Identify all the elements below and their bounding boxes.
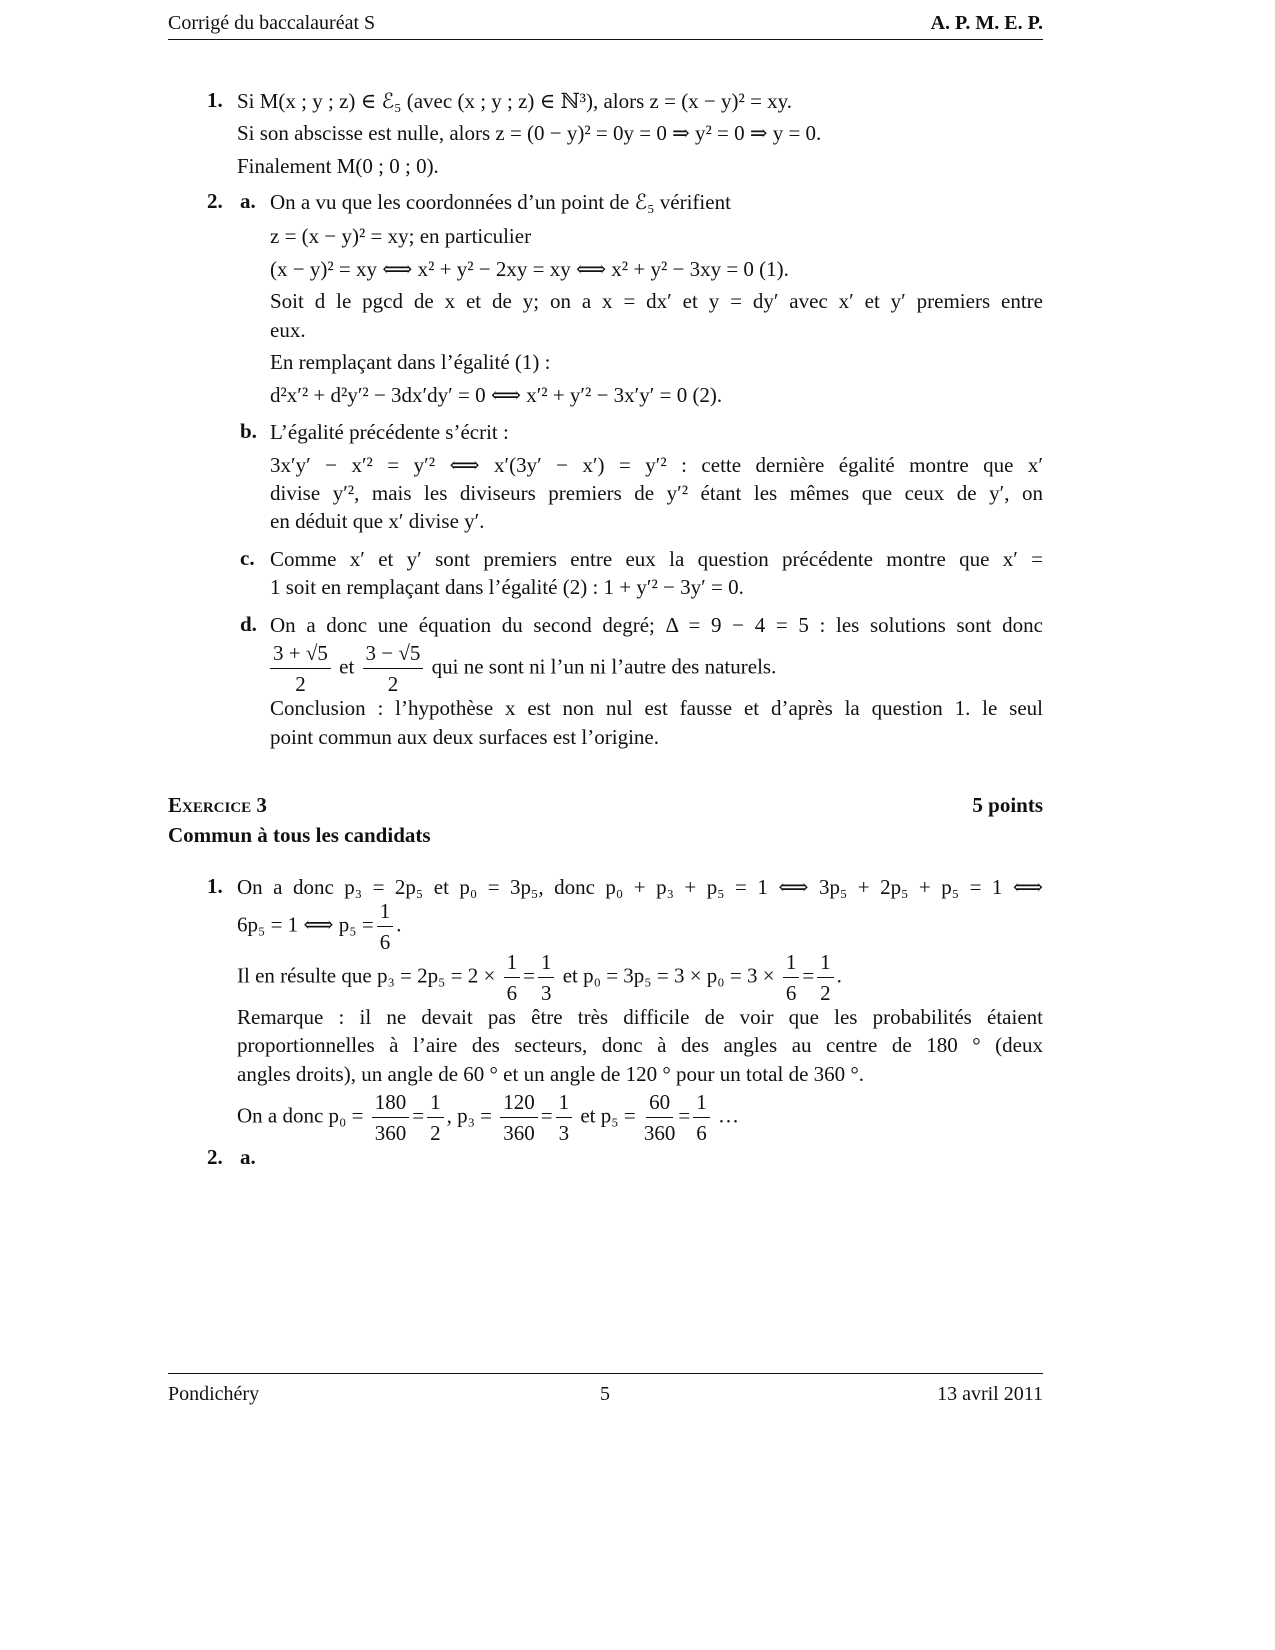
q2d-line: Conclusion : l’hypothèse x est non nul est fausse et d’après la question 1. le seul xyxy=(270,696,1043,720)
ex3-q1-line: 6p₅ = 1 ⟺ p₅ = $\frac{1}{6}$ . xyxy=(237,896,401,957)
q2a-line: eux. xyxy=(270,318,306,342)
q2b-label: b. xyxy=(240,419,257,443)
ex3-q1-line: On a donc p₀ = $\frac{180}{360}$ = $\frac{1}{2}$ , p₃ = $\frac{120}{360}$ = $\frac{1}{3}$ et p₅ = $\frac{60}{360}$ = $\frac{1}{6}$ … xyxy=(237,1087,739,1148)
q1-line: Finalement M(0 ; 0 ; 0). xyxy=(237,154,439,178)
fraction: $\frac{1}{2}$ xyxy=(427,1087,444,1148)
header-right: A. P. M. E. P. xyxy=(930,12,1043,34)
q2c-line: Comme x′ et y′ sont premiers entre eux la question précédente montre que x′ = xyxy=(270,547,1043,571)
fraction: $\frac{1}{2}$ xyxy=(817,947,834,1008)
q2b-line: en déduit que x′ divise y′. xyxy=(270,509,485,533)
q2a-label: a. xyxy=(240,189,256,213)
ex3-q1-number: 1. xyxy=(207,874,223,898)
exercise-points: 5 points xyxy=(972,793,1043,817)
footer-rule xyxy=(168,1373,1043,1374)
q2b-line: L’égalité précédente s’écrit : xyxy=(270,420,509,444)
q2c-line: 1 soit en remplaçant dans l’égalité (2) : 1 + y′² − 3y′ = 0. xyxy=(270,575,744,599)
ex3-q1-line: On a donc p₃ = 2p₅ et p₀ = 3p₅, donc p₀ + p₃ + p₅ = 1 ⟺ 3p₅ + 2p₅ + p₅ = 1 ⟺ xyxy=(237,875,1043,899)
q1-line: Si son abscisse est nulle, alors z = (0 − y)² = 0y = 0 ⇒ y² = 0 ⇒ y = 0. xyxy=(237,121,822,145)
fraction: $\frac{1}{6}$ xyxy=(783,947,800,1008)
ex3-remark-line: Remarque : il ne devait pas être très difficile de voir que les probabilités étaient xyxy=(237,1005,1043,1029)
ex3-q1-line: Il en résulte que p₃ = 2p₅ = 2 × $\frac{1}{6}$ = $\frac{1}{3}$ et p₀ = 3p₅ = 3 × p₀ = 3 × $\frac{1}{6}$ = $\frac{1}{2}$ . xyxy=(237,947,842,1008)
fraction: $\frac{180}{360}$ xyxy=(372,1087,410,1148)
footer-left: Pondichéry xyxy=(168,1383,260,1405)
q2c-label: c. xyxy=(240,546,255,570)
q2a-line: z = (x − y)² = xy; en particulier xyxy=(270,224,532,248)
q2d-fraction-line: $\frac{3 + √5}{2}$ et $\frac{3 - √5}{2}$ qui ne sont ni l’un ni l’autre des naturels. xyxy=(267,638,776,699)
q1-line: Si M(x ; y ; z) ∈ ℰ₅ (avec (x ; y ; z) ∈ ℕ³), alors z = (x − y)² = xy. xyxy=(237,89,793,113)
header-rule xyxy=(168,39,1043,40)
fraction: $\frac{120}{360}$ xyxy=(500,1087,538,1148)
fraction: $\frac{1}{6}$ xyxy=(693,1087,710,1148)
q2a-line: En remplaçant dans l’égalité (1) : xyxy=(270,350,551,374)
ex3-q2-number: 2. xyxy=(207,1145,223,1169)
fraction: $\frac{1}{3}$ xyxy=(538,947,555,1008)
fraction: $\frac{3 + √5}{2}$ xyxy=(270,638,331,699)
q2d-line: On a donc une équation du second degré; Δ = 9 − 4 = 5 : les solutions sont donc xyxy=(270,613,1043,637)
exercise-subtitle: Commun à tous les candidats xyxy=(168,823,431,847)
page-number: 5 xyxy=(600,1383,610,1405)
q2d-line: point commun aux deux surfaces est l’origine. xyxy=(270,725,659,749)
q2a-line: On a vu que les coordonnées d’un point de ℰ₅ vérifient xyxy=(270,190,731,214)
exercise-title: Exercice 3 xyxy=(168,793,267,817)
fraction: $\frac{1}{3}$ xyxy=(556,1087,573,1148)
ex3-remark-line: proportionnelles à l’aire des secteurs, donc à des angles au centre de 180 ° (deux xyxy=(237,1033,1043,1057)
header-left: Corrigé du baccalauréat S xyxy=(168,12,376,34)
fraction: $\frac{3 - √5}{2}$ xyxy=(363,638,424,699)
fraction: $\frac{60}{360}$ xyxy=(644,1087,676,1148)
q2b-line: 3x′y′ − x′² = y′² ⟺ x′(3y′ − x′) = y′² : cette dernière égalité montre que x′ xyxy=(270,453,1043,477)
q2b-line: divise y′², mais les diviseurs premiers de y′² étant les mêmes que ceux de y′, on xyxy=(270,481,1043,505)
footer-right: 13 avril 2011 xyxy=(937,1383,1043,1405)
ex3-remark-line: angles droits), un angle de 60 ° et un angle de 120 ° pour un total de 360 °. xyxy=(237,1062,865,1086)
q2a-line: Soit d le pgcd de x et de y; on a x = dx′ et y = dy′ avec x′ et y′ premiers entre xyxy=(270,289,1043,313)
fraction: $\frac{1}{6}$ xyxy=(504,947,521,1008)
q2a-line: (x − y)² = xy ⟺ x² + y² − 2xy = xy ⟺ x² + y² − 3xy = 0 (1). xyxy=(270,257,789,281)
q2d-label: d. xyxy=(240,612,257,636)
q2a-line: d²x′² + d²y′² − 3dx′dy′ = 0 ⟺ x′² + y′² − 3x′y′ = 0 (2). xyxy=(270,383,723,407)
q1-number: 1. xyxy=(207,88,223,112)
ex3-q2a-label: a. xyxy=(240,1145,256,1169)
q2-number: 2. xyxy=(207,189,223,213)
fraction: $\frac{1}{6}$ xyxy=(377,896,394,957)
